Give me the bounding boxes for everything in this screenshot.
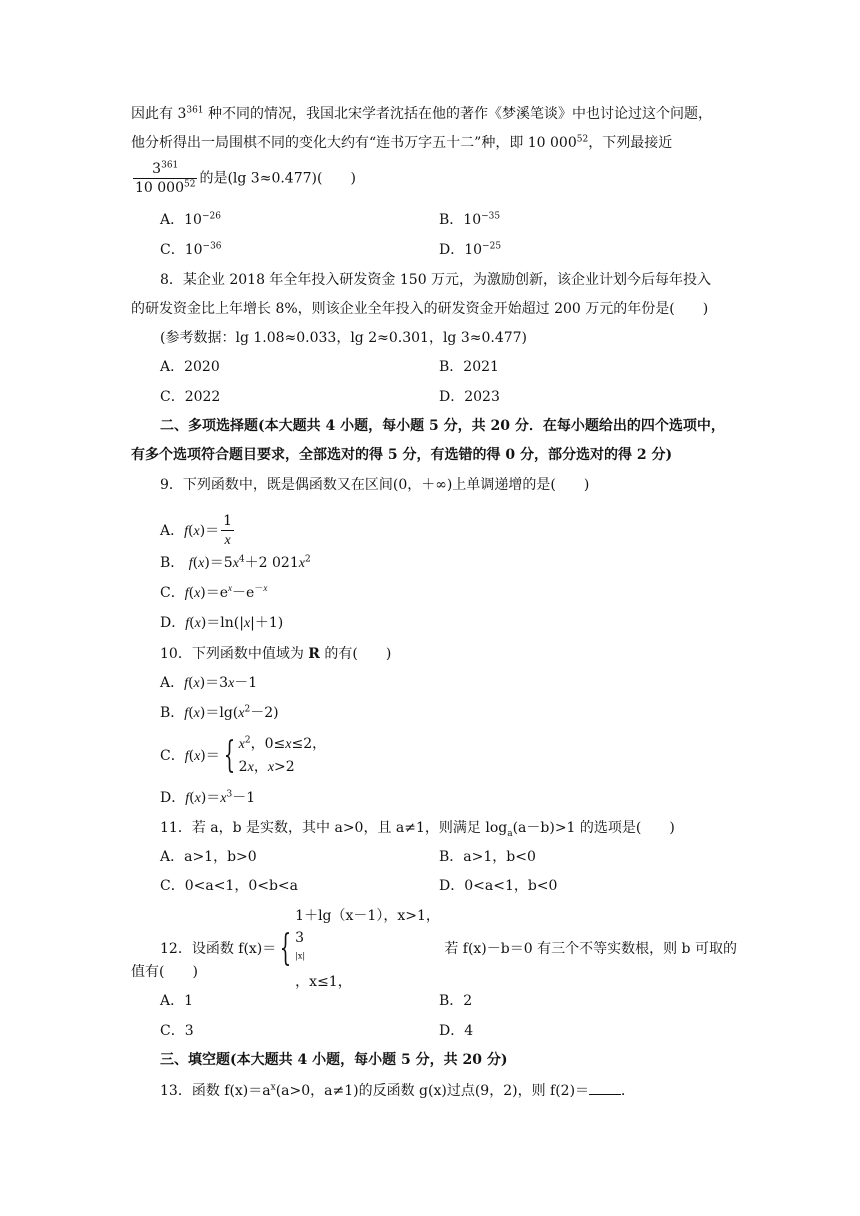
q12-line-2: 值有( ) <box>131 964 198 980</box>
q10-stem: 10．下列函数中值域为 R 的有( ) <box>160 646 392 662</box>
q8-reference-data: (参考数据：lg 1.08≈0.033，lg 2≈0.301，lg 3≈0.477) <box>160 330 528 346</box>
q9-option-d: D．f(x)＝ln(|x|＋1) <box>160 615 284 631</box>
q11-stem: 11．若 a，b 是实数，其中 a>0，且 a≠1，则满足 $\log_a(a-b)>1$ 的选项是( ) <box>160 820 675 839</box>
q7-option-d: D．$10^{-25}$ <box>439 241 502 258</box>
q9-option-b: B． $f(x)=5x^4+2$ $021x^2$ <box>160 554 311 571</box>
q7-line-3: $\frac{3^{361}}{10 000^{52}}$ 的是(lg 3≈0.477)( ) <box>135 160 356 196</box>
q7-option-c: C．$10^{-36}$ <box>160 241 222 258</box>
q10-option-c: C．f(x)＝ { $x^2$，0≤x≤2， 2x，x>2 <box>160 735 327 776</box>
q8-line-1: 8．某企业 2018 年全年投入研发资金 150 万元，为激励创新，该企业计划今后每年投入 <box>160 272 712 288</box>
q11-option-a: A．a>1，b>0 <box>160 849 257 865</box>
q10-option-d: D．$f(x)=x^3-1$ <box>160 789 256 806</box>
q9-option-a: A．f(x)＝ $\frac{1}{x}$ <box>160 513 233 548</box>
q8-option-d: D．2023 <box>439 389 500 405</box>
section-2-heading-line-2: 有多个选项符合题目要求，全部选对的得 5 分，有选错的得 0 分，部分选对的得 2 分) <box>131 447 673 463</box>
q11-option-c: C．0<a<1，0<b<a <box>160 878 299 894</box>
q9-stem: 9．下列函数中，既是偶函数又在区间(0，＋∞)上单调递增的是( ) <box>160 477 590 493</box>
q11-option-b: B．a>1，b<0 <box>439 849 536 865</box>
q12-option-b: B．2 <box>439 993 473 1009</box>
q10-option-a: A．f(x)＝3x－1 <box>160 675 258 691</box>
section-2-heading-line-1: 二、多项选择题(本大题共 4 小题，每小题 5 分，共 20 分．在每小题给出的四个选项中， <box>160 418 725 434</box>
q7-fraction: $\frac{3^{361}}{10 000^{52}}$ <box>135 160 196 196</box>
q7-line-1: 因此有 $3^{361}$ 种不同的情况，我国北宋学者沈括在他的著作《梦溪笔谈》中也讨论过这个问题， <box>131 105 712 122</box>
q10-option-b: B．$f(x)=\lg(x^2-2)$ <box>160 704 279 721</box>
q12-option-d: D．4 <box>439 1023 474 1039</box>
q13-answer-blank[interactable] <box>589 1080 621 1095</box>
q8-option-a: A．2020 <box>160 359 220 375</box>
q8-option-b: B．2021 <box>439 359 499 375</box>
q12-stem: 12．设函数 f(x)＝ { 1＋lg（x－1），x>1， 3 $^{|x|}$ ，x≤1， 若 f(x)－b＝0 有三个不等实数根，则 b 可取的 <box>160 908 737 990</box>
q11-option-d: D．0<a<1，b<0 <box>439 878 558 894</box>
q12-option-c: C．3 <box>160 1023 194 1039</box>
q7-line-2: 他分析得出一局围棋不同的变化大约有“连书万字五十二”种，即 10 $000^{52}$，下列最接近 <box>131 134 673 151</box>
q12-option-a: A．1 <box>160 993 194 1009</box>
q7-option-a: A．$10^{-26}$ <box>160 211 221 228</box>
q7-option-b: B．$10^{-35}$ <box>439 211 501 228</box>
q8-option-c: C．2022 <box>160 389 221 405</box>
q9-option-c: C．$f(x)=e^x-e^{-x}$ <box>160 583 268 601</box>
q8-line-2: 的研发资金比上年增长 8%，则该企业全年投入的研发资金开始超过 200 万元的年份是( ) <box>131 301 709 317</box>
section-3-heading: 三、填空题(本大题共 4 小题，每小题 5 分，共 20 分) <box>160 1052 508 1068</box>
q13-stem: 13．函数 $f(x)=a^x(a>0$，a≠1)的反函数 g(x)过点(9，2)，则 f(2)＝ ． <box>160 1080 635 1101</box>
